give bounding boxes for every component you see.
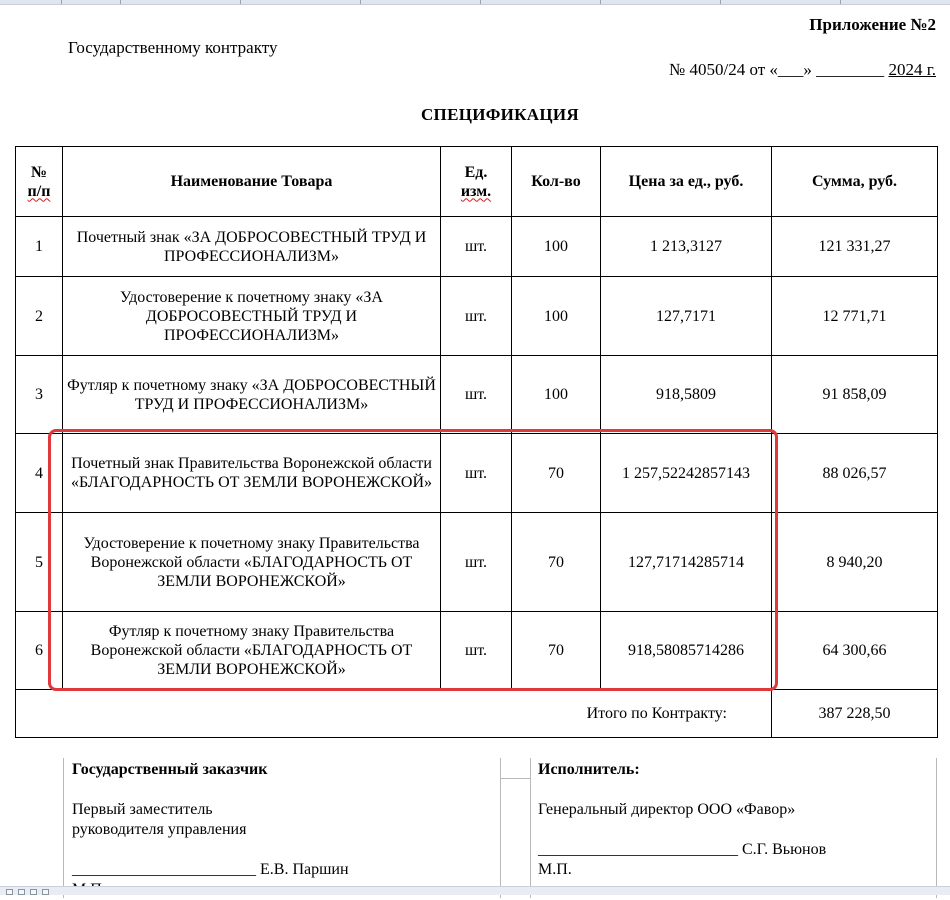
table-row	[16, 612, 938, 690]
row-price: 918,58085714286	[601, 612, 772, 690]
row-name: Футляр к почетному знаку «ЗА ДОБРОСОВЕСТНЫЙ ТРУД И ПРОФЕССИОНАЛИЗМ»	[63, 356, 441, 434]
header-price: Цена за ед., руб.	[601, 147, 772, 217]
row-name: Почетный знак Правительства Воронежской области «БЛАГОДАРНОСТЬ ОТ ЗЕМЛИ ВОРОНЕЖСКОЙ»	[63, 434, 441, 513]
header-num: № п/п	[16, 147, 63, 217]
header-unit: Ед. изм.	[441, 147, 512, 217]
header-name: Наименование Товара	[63, 147, 441, 217]
customer-title: Государственный заказчик	[72, 761, 268, 778]
executor-sign-line: _________________________ С.Г. Вьюнов	[538, 841, 827, 858]
signature-border-left	[63, 758, 64, 898]
row-num: 4	[16, 434, 63, 513]
table-row	[16, 217, 938, 277]
row-sum: 12 771,71	[772, 277, 938, 356]
row-unit: шт.	[441, 513, 512, 612]
row-qty: 70	[512, 434, 601, 513]
row-name: Футляр к почетному знаку Правительства Воронежской области «БЛАГОДАРНОСТЬ ОТ ЗЕМЛИ ВОРОНЕЖСКОЙ»	[63, 612, 441, 690]
row-unit: шт.	[441, 612, 512, 690]
row-name: Почетный знак «ЗА ДОБРОСОВЕСТНЫЙ ТРУД И ПРОФЕССИОНАЛИЗМ»	[63, 217, 441, 277]
row-price: 1 213,3127	[601, 217, 772, 277]
customer-position-2: руководителя управления	[72, 821, 247, 838]
row-qty: 100	[512, 217, 601, 277]
signature-border-right	[936, 758, 937, 898]
row-qty: 70	[512, 513, 601, 612]
contract-reference: Государственному контракту	[68, 38, 278, 57]
total-label: Итого по Контракту:	[16, 690, 772, 738]
row-price: 1 257,52242857143	[601, 434, 772, 513]
total-value: 387 228,50	[772, 690, 938, 738]
row-price: 918,5809	[601, 356, 772, 434]
row-qty: 70	[512, 612, 601, 690]
signature-block	[63, 758, 937, 898]
row-num: 2	[16, 277, 63, 356]
row-num: 5	[16, 513, 63, 612]
signature-border-middle-2	[530, 758, 531, 898]
row-name: Удостоверение к почетному знаку «ЗА ДОБРОСОВЕСТНЫЙ ТРУД И ПРОФЕССИОНАЛИЗМ»	[63, 277, 441, 356]
row-qty: 100	[512, 356, 601, 434]
annex-label: Приложение №2	[809, 15, 936, 34]
row-name: Удостоверение к почетному знаку Правительства Воронежской области «БЛАГОДАРНОСТЬ ОТ ЗЕМЛИ ВОРОНЕЖСКОЙ»	[63, 513, 441, 612]
row-sum: 88 026,57	[772, 434, 938, 513]
contract-number	[669, 60, 936, 80]
row-num: 1	[16, 217, 63, 277]
row-price: 127,7171	[601, 277, 772, 356]
executor-title: Исполнитель:	[538, 761, 640, 778]
table-row	[16, 513, 938, 612]
executor-position: Генеральный директор ООО «Фавор»	[538, 801, 796, 818]
executor-mp: М.П.	[538, 861, 572, 878]
row-unit: шт.	[441, 277, 512, 356]
contract-number-text: № 4050/24 от «___» ________	[669, 60, 885, 79]
row-sum: 8 940,20	[772, 513, 938, 612]
header-qty: Кол-во	[512, 147, 601, 217]
total-row	[16, 690, 938, 738]
row-unit: шт.	[441, 217, 512, 277]
row-unit: шт.	[441, 356, 512, 434]
row-sum: 91 858,09	[772, 356, 938, 434]
table-row	[16, 356, 938, 434]
row-unit: шт.	[441, 434, 512, 513]
row-num: 6	[16, 612, 63, 690]
signature-border-middle	[500, 758, 501, 898]
row-price: 127,71714285714	[601, 513, 772, 612]
row-sum: 121 331,27	[772, 217, 938, 277]
contract-year: 2024 г.	[888, 60, 936, 79]
top-ruler	[0, 0, 950, 5]
header-sum: Сумма, руб.	[772, 147, 938, 217]
customer-sign-line: _______________________ Е.В. Паршин	[72, 861, 349, 878]
table-header-row	[16, 147, 938, 217]
table-row	[16, 277, 938, 356]
table-row	[16, 434, 938, 513]
row-qty: 100	[512, 277, 601, 356]
row-num: 3	[16, 356, 63, 434]
customer-position-1: Первый заместитель	[72, 801, 213, 818]
page-title: СПЕЦИФИКАЦИЯ	[420, 105, 580, 124]
row-sum: 64 300,66	[772, 612, 938, 690]
specification-table	[15, 146, 938, 738]
signature-divider	[500, 778, 530, 779]
